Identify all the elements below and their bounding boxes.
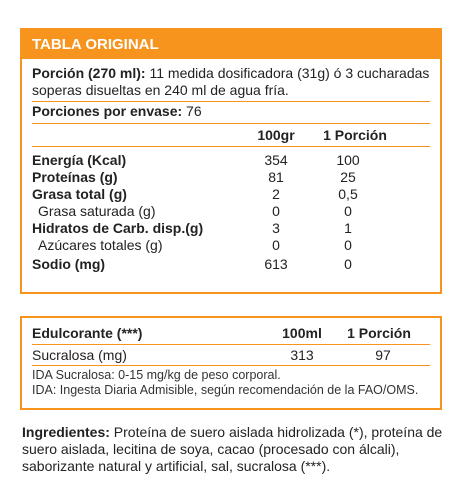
ida-note: IDA Sucralosa: 0-15 mg/kg de peso corporal. <box>32 368 281 382</box>
col-header-100ml: 100ml <box>282 325 322 341</box>
row-value-portion: 97 <box>375 347 391 363</box>
row-label: Azúcares totales (g) <box>38 237 163 253</box>
row-value-portion: 0 <box>344 237 352 253</box>
row-label: Sodio (mg) <box>32 256 106 272</box>
nutrition-values <box>22 124 440 275</box>
col-header-portion: 1 Porción <box>323 127 387 143</box>
row-label: Sucralosa (mg) <box>32 347 127 363</box>
row-value-portion: 0 <box>344 256 352 272</box>
per-pack-value: 76 <box>182 103 202 119</box>
row-value-100g: 2 <box>272 186 280 202</box>
portion-info <box>22 59 440 99</box>
row-label: Grasa saturada (g) <box>38 203 156 219</box>
col-header-100g: 100gr <box>257 127 295 143</box>
row-value-portion: 100 <box>336 152 360 168</box>
nutrition-table <box>20 28 442 294</box>
table-row <box>22 345 440 365</box>
row-value-portion: 0 <box>344 203 352 219</box>
portion-label: Porción (270 ml): <box>32 65 146 81</box>
table-row <box>22 220 440 237</box>
per-pack-label: Porciones por envase: <box>32 103 183 119</box>
row-value-100ml: 313 <box>290 347 314 363</box>
ingredients-label: Ingredientes: <box>22 424 110 440</box>
row-label: Energía (Kcal) <box>32 152 127 168</box>
row-value-100g: 81 <box>268 169 284 185</box>
row-value-100g: 0 <box>272 203 280 219</box>
divider <box>32 365 430 366</box>
table-row <box>22 186 440 203</box>
row-value-portion: 1 <box>344 220 352 236</box>
table-row <box>22 203 440 220</box>
row-value-100g: 0 <box>272 237 280 253</box>
table-row <box>22 237 440 254</box>
table-title: TABLA ORIGINAL <box>22 30 440 59</box>
row-value-100g: 613 <box>264 256 288 272</box>
table-row <box>22 169 440 186</box>
row-label: Hidratos de Carb. disp.(g) <box>32 220 204 236</box>
ingredients-text <box>22 424 446 475</box>
row-label: Proteínas (g) <box>32 169 118 185</box>
ida-definition: IDA: Ingesta Diaria Admisible, según recomendación de la FAO/OMS. <box>32 383 419 397</box>
portion-text: 11 medida dosificadora (31g) ó 3 cucharadas soperas disueltas en 240 ml de agua fría. <box>32 65 430 98</box>
ingredients-list: Proteína de suero aislada hidrolizada (*), proteína de suero aislada, lecitina de soya, cacao (procesado con álcali), saborizante natural y artificial, sal, sucralosa (***). <box>22 424 443 474</box>
table-header-row <box>22 124 440 146</box>
row-label: Grasa total (g) <box>32 186 127 202</box>
sweetener-label: Edulcorante (***) <box>32 325 143 341</box>
sweetener-header-row <box>22 322 440 344</box>
col-header-portion: 1 Porción <box>347 325 411 341</box>
sweetener-table <box>20 316 442 410</box>
row-value-portion: 25 <box>340 169 356 185</box>
row-value-100g: 354 <box>264 152 288 168</box>
portions-per-pack <box>22 102 440 121</box>
row-value-portion: 0,5 <box>338 186 358 202</box>
table-row <box>22 152 440 169</box>
row-value-100g: 3 <box>272 220 280 236</box>
table-row <box>22 254 440 275</box>
